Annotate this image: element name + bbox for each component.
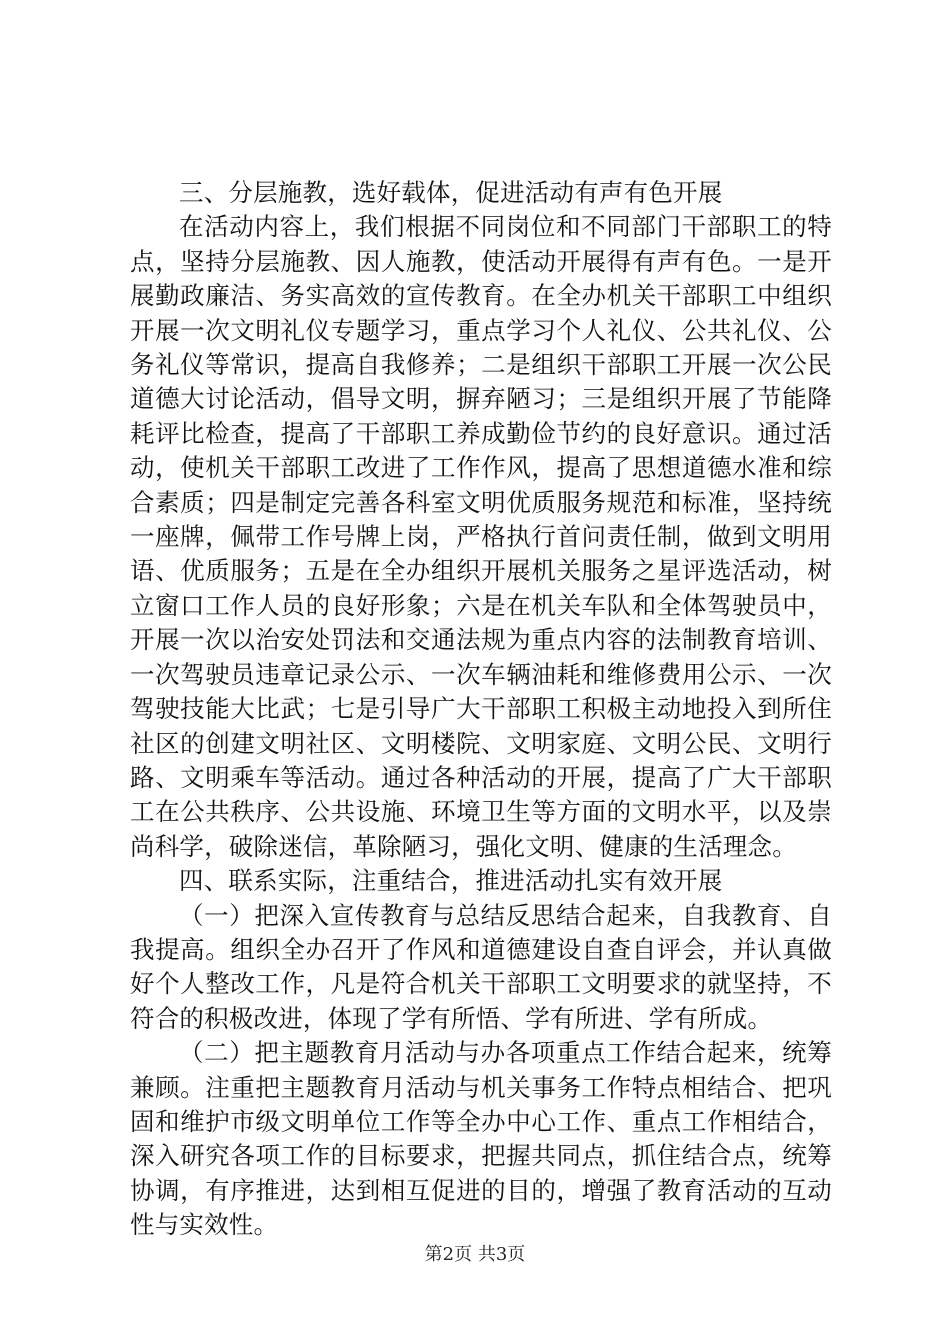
body-paragraph-item-2: （二）把主题教育月活动与办各项重点工作结合起来，统筹兼顾。注重把主题教育月活动与机关事务工作特点相结合、把巩固和维护市级文明单位工作等全办中心工作、重点工作相结合，深入研究各项工作的目标要求，把握共同点，抓住结合点，统筹协调，有序推进，达到相互促进的目的，增强了教育活动的互动性与实效性。: [130, 1038, 832, 1240]
body-paragraph-activities: 在活动内容上，我们根据不同岗位和不同部门干部职工的特点，坚持分层施教、因人施教，使活动开展得有声有色。一是开展勤政廉洁、务实高效的宣传教育。在全办机关干部职工中组织开展一次文明礼仪专题学习，重点学习个人礼仪、公共礼仪、公务礼仪等常识，提高自我修养；二是组织干部职工开展一次公民道德大讨论活动，倡导文明，摒弃陋习；三是组织开展了节能降耗评比检查，提高了干部职工养成勤俭节约的良好意识。通过活动，使机关干部职工改进了工作作风，提高了思想道德水准和综合素质；四是制定完善各科室文明优质服务规范和标准，坚持统一座牌，佩带工作号牌上岗，严格执行首问责任制，做到文明用语、优质服务；五是在全办组织开展机关服务之星评选活动，树立窗口工作人员的良好形象；六是在机关车队和全体驾驶员中，开展一次以治安处罚法和交通法规为重点内容的法制教育培训、一次驾驶员违章记录公示、一次车辆油耗和维修费用公示、一次驾驶技能大比武；七是引导广大干部职工积极主动地投入到所住社区的创建文明社区、文明楼院、文明家庭、文明公民、文明行路、文明乘车等活动。通过各种活动的开展，提高了广大干部职工在公共秩序、公共设施、环境卫生等方面的文明水平，以及崇尚科学，破除迷信，革除陋习，强化文明、健康的生活理念。: [130, 212, 832, 861]
section-heading-4: 四、联系实际，注重结合，推进活动扎实有效开展: [179, 866, 723, 896]
document-body: [130, 176, 832, 1243]
body-paragraph-item-1: （一）把深入宣传教育与总结反思结合起来，自我教育、自我提高。组织全办召开了作风和道德建设自查自评会，并认真做好个人整改工作，凡是符合机关干部职工文明要求的就坚持，不符合的积极改进，体现了学有所悟、学有所进、学有所成。: [130, 900, 832, 1033]
section-heading-3: 三、分层施教，选好载体，促进活动有声有色开展: [179, 178, 723, 207]
page-number-footer: 第2页 共3页: [424, 1244, 526, 1265]
